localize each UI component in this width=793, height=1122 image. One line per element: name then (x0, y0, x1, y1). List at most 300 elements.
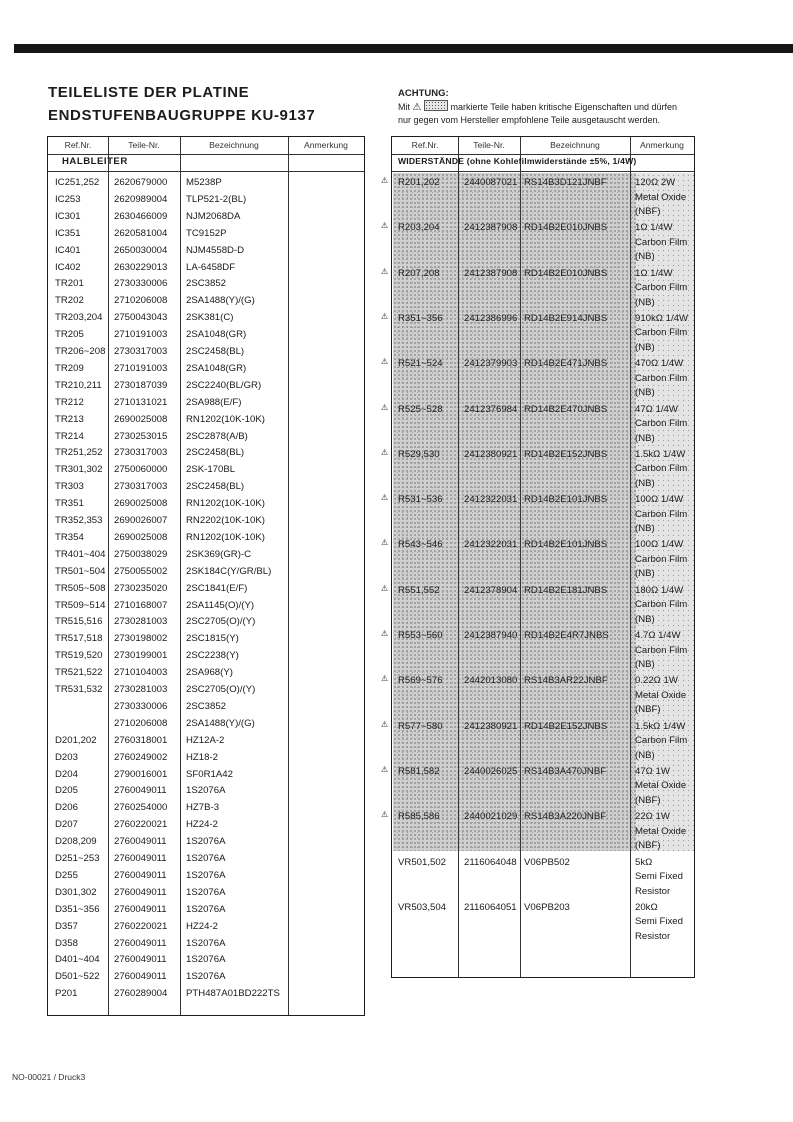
ref-cell: TR213 (55, 413, 84, 425)
ref-cell: D201,202 (55, 734, 97, 746)
table-row (48, 260, 364, 276)
part-number-cell: 2760049011 (114, 886, 167, 898)
note-cell-line: 1.5kΩ 1/4W (635, 720, 686, 732)
warning-triangle-icon: ⚠ (412, 102, 422, 113)
description-cell: V06PB502 (524, 856, 570, 868)
note-cell-line: 47Ω 1/4W (635, 403, 678, 415)
note-cell-line: 180Ω 1/4W (635, 584, 684, 596)
part-number-cell: 2760220021 (114, 920, 168, 932)
description-cell: SF0R1A42 (186, 768, 233, 780)
note-cell-line: Carbon Film (635, 553, 688, 565)
description-cell: RD14B2E101JNBS (524, 494, 608, 506)
description-cell: 2SC2458(BL) (186, 481, 245, 493)
table-row (48, 429, 364, 445)
description-cell: 2SA1048(GR) (186, 329, 247, 341)
ref-cell: TR351 (55, 498, 84, 510)
part-number-cell: 2710191003 (114, 362, 168, 374)
warning-triangle-icon: ⚠ (381, 357, 389, 367)
description-cell: RN2202(10K-10K) (186, 515, 265, 526)
part-number-cell: 2730253015 (114, 430, 168, 442)
col-header-ref: Ref.Nr. (64, 140, 92, 150)
table-row (48, 479, 364, 495)
ref-cell: TR505~508 (55, 582, 106, 594)
note-cell-line: Metal Oxide (635, 780, 687, 792)
table-row (392, 402, 694, 444)
table-row (48, 783, 364, 799)
part-number-cell: 2760249002 (114, 751, 168, 763)
part-number-cell: 2730187039 (114, 379, 168, 391)
note-cell-line: Carbon Film (635, 236, 688, 248)
part-number-cell: 2730317003 (114, 346, 168, 357)
part-number-cell: 2690025008 (114, 498, 168, 510)
part-number-cell: 2760049011 (114, 785, 167, 797)
table-row (48, 327, 364, 343)
note-cell-line: (NB) (635, 523, 655, 535)
note-cell-line: Semi Fixed (635, 871, 683, 882)
table-row (392, 311, 694, 353)
table-row (48, 598, 364, 614)
note-cell-line: 5kΩ (635, 856, 653, 868)
ref-cell: D205 (55, 785, 78, 797)
ref-cell: R201,202 (398, 177, 440, 188)
part-number-cell: 2710131021 (114, 396, 168, 408)
ref-cell: TR517,518 (55, 633, 103, 645)
note-cell-line: Carbon Film (635, 463, 688, 475)
warning-triangle-icon: ⚠ (381, 764, 389, 774)
part-number-cell: 2710206008 (114, 717, 168, 729)
description-cell: RD14B2E181JNBS (524, 584, 608, 596)
note-cell-line: (NB) (635, 477, 655, 489)
table-row (48, 682, 364, 698)
description-cell: RD14B2E101JNBS (524, 539, 608, 551)
table-row (48, 868, 364, 884)
ref-cell: TR352,353 (55, 515, 103, 526)
table-row (392, 764, 694, 806)
ref-cell: R581,582 (398, 765, 440, 777)
part-number-cell: 2690025008 (114, 413, 168, 425)
ref-cell: D206 (55, 802, 78, 814)
ref-cell: TR519,520 (55, 650, 103, 662)
description-cell: 2SC2458(BL) (186, 447, 245, 459)
warning-triangle-icon: ⚠ (381, 810, 389, 820)
warning-triangle-icon: ⚠ (381, 311, 389, 321)
table-row (392, 492, 694, 535)
note-cell-line: Metal Oxide (635, 191, 687, 203)
note-cell-line: Carbon Film (635, 599, 688, 611)
ref-cell: R207,208 (398, 267, 440, 279)
description-cell: RD14B2E4R7JNBS (524, 630, 609, 641)
col-header-part: Teile-Nr. (473, 140, 505, 150)
ref-cell: TR354 (55, 531, 84, 543)
part-number-cell: 2412386996 (464, 312, 518, 324)
part-number-cell: 2730330006 (114, 700, 168, 712)
table-row (48, 885, 364, 901)
description-cell: 2SC1841(E/F) (186, 582, 248, 594)
note-cell-line: 1Ω 1/4W (635, 267, 673, 279)
note-cell-line: 100Ω 1/4W (635, 494, 684, 506)
part-number-cell: 2690026007 (114, 515, 168, 526)
description-cell: RS14B3A470JNBF (524, 765, 607, 777)
note-cell-line: (NB) (635, 251, 655, 263)
warning-triangle-icon: ⚠ (381, 266, 389, 276)
part-number-cell: 2620679000 (114, 177, 168, 188)
ref-cell: D401~404 (55, 954, 100, 966)
note-cell-line: Semi Fixed (635, 916, 683, 928)
table-row (48, 209, 364, 225)
warning-triangle-icon: ⚠ (381, 447, 389, 457)
ref-cell: R203,204 (398, 222, 440, 234)
description-cell: RS14B3A220JNBF (524, 811, 607, 823)
note-cell-line: Carbon Film (635, 508, 688, 520)
table-row (48, 986, 364, 1002)
ref-cell: TR203,204 (55, 312, 103, 324)
ref-cell: TR202 (55, 295, 84, 307)
section-heading: WIDERSTÄNDE (ohne Kohlefilmwiderstände ±5%, 1/4W) (398, 156, 637, 166)
col-header-note: Anmerkung (640, 140, 684, 150)
warning-pre: Mit (398, 102, 410, 112)
part-number-cell: 2710191003 (114, 329, 168, 341)
description-cell: 2SC2240(BL/GR) (186, 379, 262, 391)
part-number-cell: 2412378904 (464, 584, 518, 596)
ref-cell: D251~253 (55, 853, 100, 864)
table-row (48, 175, 364, 191)
table-row (392, 266, 694, 308)
description-cell: 1S2076A (186, 853, 226, 864)
description-cell: RS14B3AR22JNBF (524, 675, 608, 687)
ref-cell: TR521,522 (55, 667, 103, 679)
part-number-cell: 2730317003 (114, 481, 168, 493)
description-cell: 2SA1488(Y)/(G) (186, 295, 255, 307)
ref-cell: IC351 (55, 227, 81, 239)
ref-cell: R531~536 (398, 494, 443, 506)
part-number-cell: 2760049011 (114, 954, 167, 966)
ref-cell: TR501~504 (55, 565, 106, 577)
description-cell: NJM4558D-D (186, 244, 245, 256)
part-number-cell: 2760318001 (114, 734, 168, 746)
note-cell-line: (NBF) (635, 704, 661, 716)
part-number-cell: 2760289004 (114, 988, 168, 1000)
description-cell: 2SC2705(O)/(Y) (186, 616, 256, 628)
ref-cell: TR214 (55, 430, 84, 442)
table-row (48, 665, 364, 681)
table-row (48, 192, 364, 208)
table-row (48, 310, 364, 326)
table-row (48, 513, 364, 529)
part-number-cell: 2710206008 (114, 295, 168, 307)
ref-cell: D207 (55, 819, 78, 831)
table-row (48, 750, 364, 766)
table-row (48, 547, 364, 563)
ref-cell: IC253 (55, 193, 81, 205)
part-number-cell: 2412380921 (464, 720, 518, 732)
description-cell: 2SA968(Y) (186, 667, 233, 679)
part-number-cell: 2750038029 (114, 548, 168, 560)
part-number-cell: 2730198002 (114, 633, 168, 645)
table-row (392, 175, 694, 217)
description-cell: 2SC1815(Y) (186, 633, 239, 645)
row-divider (392, 171, 694, 172)
description-cell: 2SA988(E/F) (186, 396, 242, 408)
description-cell: RN1202(10K-10K) (186, 413, 265, 425)
page-subtitle: ENDSTUFENBAUGRUPPE KU-9137 (48, 107, 316, 124)
ref-cell: D204 (55, 768, 78, 780)
page-title: TEILELISTE DER PLATINE (48, 84, 250, 101)
part-number-cell: 2760049011 (114, 937, 167, 949)
part-number-cell: 2412322031 (464, 539, 518, 551)
part-number-cell: 2730199001 (114, 650, 168, 662)
part-number-cell: 2760049011 (114, 853, 167, 864)
table-row (48, 817, 364, 833)
description-cell: HZ7B-3 (186, 802, 220, 814)
warning-triangle-icon: ⚠ (381, 629, 389, 638)
table-row (392, 855, 694, 897)
note-cell-line: Carbon Film (635, 418, 688, 429)
part-number-cell: 2710104003 (114, 667, 168, 679)
ref-cell: R585,586 (398, 811, 440, 823)
part-number-cell: 2442013080 (464, 675, 518, 687)
description-cell: 1S2076A (186, 836, 226, 848)
description-cell: HZ18-2 (186, 751, 218, 763)
col-header-ref: Ref.Nr. (411, 140, 439, 150)
part-number-cell: 2412387908 (464, 267, 518, 279)
warning-triangle-icon: ⚠ (381, 583, 389, 593)
note-cell-line: Carbon Film (635, 735, 688, 747)
ref-cell: R543~546 (398, 539, 443, 551)
table-row (48, 530, 364, 546)
part-number-cell: 2730281003 (114, 616, 168, 628)
warning-triangle-icon: ⚠ (381, 538, 389, 548)
table-row (48, 276, 364, 292)
table-row (48, 834, 364, 850)
table-row (48, 631, 364, 647)
note-cell-line: 4.7Ω 1/4W (635, 630, 681, 641)
table-row (392, 673, 694, 716)
table-row (48, 412, 364, 428)
table-row (48, 851, 364, 867)
table-row (48, 699, 364, 715)
ref-cell: R577~580 (398, 720, 443, 732)
part-number-cell: 2412322031 (464, 494, 518, 506)
ref-cell: R553~560 (398, 630, 443, 641)
table-row (48, 919, 364, 935)
table-row (48, 445, 364, 461)
ref-cell: IC301 (55, 210, 81, 222)
ref-cell: TR303 (55, 481, 84, 493)
table-row (48, 767, 364, 783)
part-number-cell: 2760254000 (114, 802, 168, 814)
ref-cell: R525~528 (398, 403, 443, 415)
ref-cell: D351~356 (55, 903, 100, 915)
ref-cell: IC401 (55, 244, 81, 256)
semiconductor-table (47, 136, 365, 1016)
note-cell-line: 910kΩ 1/4W (635, 312, 689, 324)
description-cell: RS14B3D121JNBF (524, 177, 607, 188)
description-cell: 2SA1488(Y)/(G) (186, 717, 255, 729)
part-number-cell: 2440021029 (464, 811, 518, 823)
part-number-cell: 2630466009 (114, 210, 168, 222)
description-cell: RD14B2E010JNBS (524, 267, 608, 279)
note-cell-line: (NB) (635, 387, 655, 399)
ref-cell: VR501,502 (398, 856, 447, 868)
description-cell: HZ24-2 (186, 819, 218, 831)
part-number-cell: 2690025008 (114, 531, 168, 543)
warning-heading: ACHTUNG: (398, 88, 449, 99)
ref-cell: IC402 (55, 261, 81, 273)
description-cell: 2SC2878(A/B) (186, 430, 248, 442)
part-number-cell: 2440026025 (464, 765, 518, 777)
part-number-cell: 2730235020 (114, 582, 168, 594)
part-number-cell: 2116064051 (464, 901, 517, 913)
row-divider (392, 154, 694, 155)
part-number-cell: 2730281003 (114, 684, 168, 695)
col-header-desc: Bezeichnung (550, 140, 600, 150)
note-cell-line: (NB) (635, 568, 655, 580)
part-number-cell: 2650030004 (114, 244, 168, 256)
ref-cell: R529,530 (398, 448, 440, 460)
warning-triangle-icon: ⚠ (381, 402, 389, 412)
note-cell-line: Metal Oxide (635, 689, 687, 701)
part-number-cell: 2750043043 (114, 312, 168, 324)
description-cell: RN1202(10K-10K) (186, 498, 265, 510)
table-row (48, 716, 364, 732)
table-row (48, 952, 364, 968)
table-row (392, 809, 694, 852)
note-cell-line: (NBF) (635, 206, 661, 217)
ref-cell: R351~356 (398, 312, 443, 324)
description-cell: 2SA1145(O)/(Y) (186, 599, 255, 611)
shaded-box-icon (424, 100, 448, 111)
description-cell: TC9152P (186, 227, 227, 239)
description-cell: 2SK184C(Y/GR/BL) (186, 565, 272, 577)
description-cell: 2SC3852 (186, 278, 227, 290)
table-row (392, 220, 694, 263)
description-cell: 2SK-170BL (186, 464, 236, 476)
part-number-cell: 2760049011 (114, 836, 167, 848)
note-cell-line: (NB) (635, 341, 655, 353)
row-divider (48, 171, 364, 172)
ref-cell: R521~524 (398, 358, 443, 370)
col-divider (630, 137, 631, 977)
note-cell-line: Carbon Film (635, 327, 688, 339)
table-row (48, 936, 364, 952)
ref-cell: D357 (55, 920, 78, 932)
table-row (48, 969, 364, 985)
warning-text-1: markierte Teile haben kritische Eigenschaften und dürfen (450, 102, 677, 112)
table-row (48, 395, 364, 411)
note-cell-line: 22Ω 1W (635, 811, 670, 823)
warning-triangle-icon: ⚠ (381, 493, 389, 503)
note-cell-line: Carbon Film (635, 644, 688, 656)
part-number-cell: 2412387908 (464, 222, 518, 234)
warning-line-1 (398, 100, 738, 114)
table-row (48, 361, 364, 377)
note-cell-line: (NBF) (635, 840, 661, 852)
ref-cell: D203 (55, 751, 78, 763)
ref-cell: D501~522 (55, 971, 100, 983)
resistor-table (391, 136, 695, 978)
description-cell: RD14B2E914JNBS (524, 312, 608, 324)
note-cell-line: 1Ω 1/4W (635, 222, 673, 234)
col-header-note: Anmerkung (304, 140, 348, 150)
table-row (392, 447, 694, 489)
part-number-cell: 2760049011 (114, 971, 167, 983)
part-number-cell: 2412380921 (464, 448, 518, 460)
table-row (48, 614, 364, 630)
description-cell: 1S2076A (186, 903, 226, 915)
note-cell-line: 47Ω 1W (635, 765, 670, 777)
ref-cell: TR205 (55, 329, 84, 341)
part-number-cell: 2620581004 (114, 227, 168, 239)
top-rule (14, 44, 793, 53)
table-row (48, 378, 364, 394)
part-number-cell: 2440087021 (464, 177, 518, 188)
col-header-desc: Bezeichnung (209, 140, 259, 150)
part-number-cell: 2710168007 (114, 599, 168, 611)
table-row (392, 719, 694, 761)
description-cell: LA-6458DF (186, 261, 236, 273)
note-cell-line: (NB) (635, 296, 655, 308)
description-cell: 2SK369(GR)-C (186, 548, 252, 560)
ref-cell: TR209 (55, 362, 84, 374)
part-number-cell: 2412376984 (464, 403, 518, 415)
part-number-cell: 2730330006 (114, 278, 168, 290)
part-number-cell: 2750055002 (114, 565, 168, 577)
description-cell: HZ12A-2 (186, 734, 225, 746)
description-cell: NJM2068DA (186, 210, 241, 222)
ref-cell: D301,302 (55, 886, 97, 898)
part-number-cell: 2760049011 (114, 903, 167, 915)
ref-cell: TR531,532 (55, 684, 103, 695)
table-row (48, 293, 364, 309)
note-cell-line: Metal Oxide (635, 825, 687, 837)
note-cell-line: 1.5kΩ 1/4W (635, 448, 686, 460)
description-cell: V06PB203 (524, 901, 570, 913)
note-cell-line: Carbon Film (635, 372, 688, 384)
description-cell: 2SK381(C) (186, 312, 234, 324)
part-number-cell: 2760220021 (114, 819, 168, 831)
description-cell: 2SA1048(GR) (186, 362, 247, 374)
table-row (392, 356, 694, 399)
description-cell: 1S2076A (186, 785, 226, 797)
table-row (48, 902, 364, 918)
description-cell: M5238P (186, 177, 222, 188)
warning-triangle-icon: ⚠ (381, 719, 389, 729)
ref-cell: D208,209 (55, 836, 97, 848)
warning-note (398, 88, 738, 126)
description-cell: HZ24-2 (186, 920, 218, 932)
table-row (48, 243, 364, 259)
note-cell-line: 100Ω 1/4W (635, 539, 684, 551)
note-cell-line: (NB) (635, 749, 655, 761)
ref-cell: D358 (55, 937, 78, 949)
ref-cell: VR503,504 (398, 901, 447, 913)
table-row (48, 462, 364, 478)
ref-cell: TR206~208 (55, 346, 106, 357)
part-number-cell: 2620989004 (114, 193, 168, 205)
description-cell: 1S2076A (186, 971, 226, 983)
table-row (48, 496, 364, 512)
ref-cell: IC251,252 (55, 177, 100, 188)
section-heading: HALBLEITER (62, 156, 128, 167)
part-number-cell: 2750060000 (114, 464, 168, 476)
description-cell: PTH487A01BD222TS (186, 988, 280, 1000)
description-cell: 2SC2705(O)/(Y) (186, 684, 256, 695)
table-row (48, 226, 364, 242)
note-cell-line: Carbon Film (635, 282, 688, 294)
table-row (48, 581, 364, 597)
note-cell-line: 120Ω 2W (635, 177, 676, 188)
description-cell: RD14B2E152JNBS (524, 720, 608, 732)
